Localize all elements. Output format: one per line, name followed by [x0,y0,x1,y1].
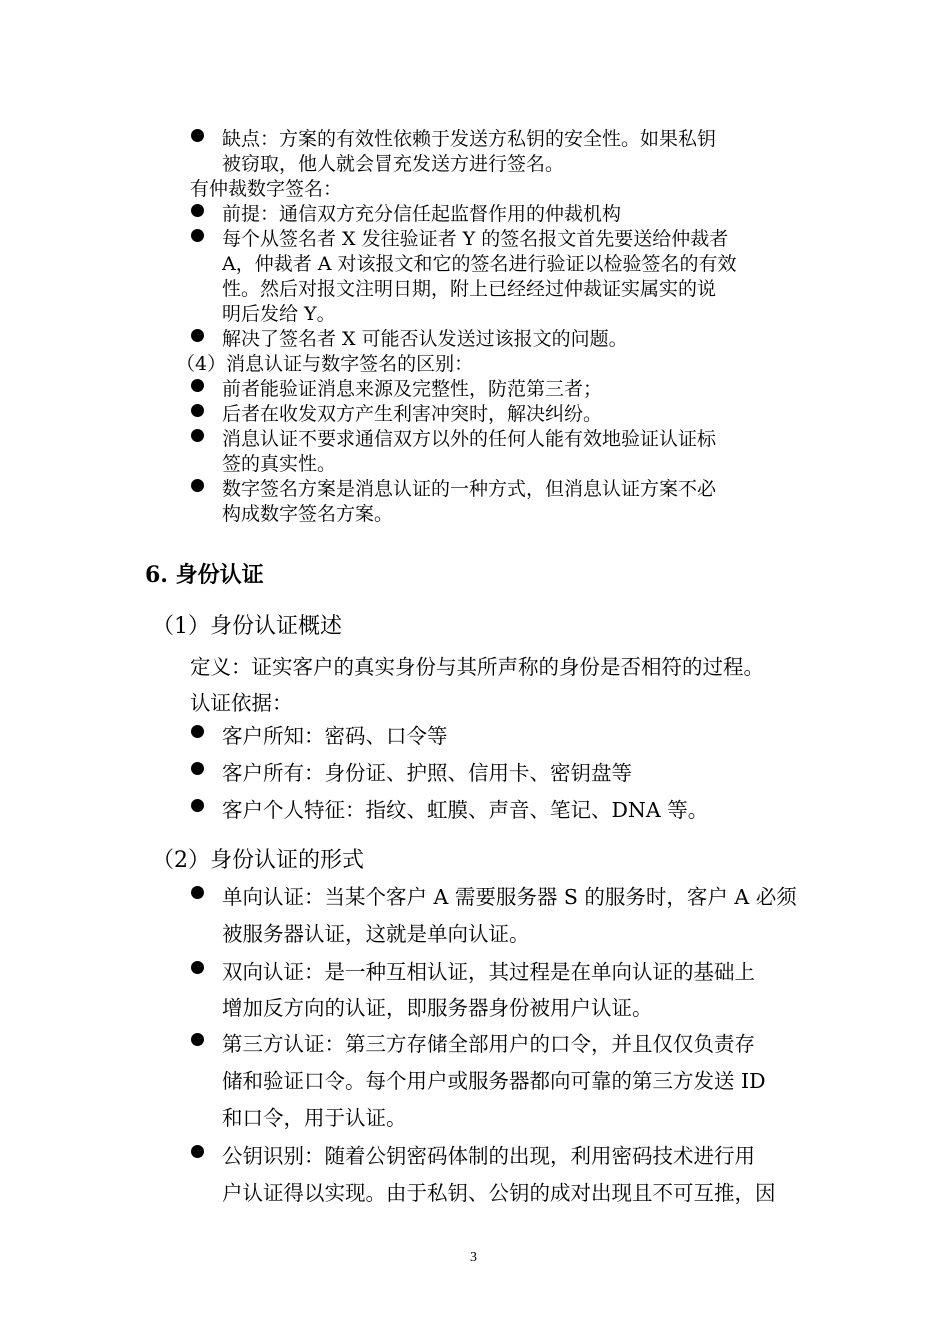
basis-item: 客户个人特征：指纹、虹膜、声音、笔记、DNA 等。 [222,798,709,822]
form-line: 增加反方向的认证，即服务器身份被用户认证。 [222,996,653,1020]
definition-text: 定义：证实客户的真实身份与其所声称的身份是否相符的过程。 [190,655,764,679]
bullet-icon [191,329,204,342]
bullet-icon [191,129,204,142]
basis-item: 客户所知：密码、口令等 [222,724,448,748]
bullet-icon [191,762,204,775]
bullet-line: 前提：通信双方充分信任起监督作用的仲裁机构 [222,203,622,225]
form-line: 和口令，用于认证。 [222,1106,407,1130]
subsection-heading: （2）身份认证的形式 [152,848,364,873]
bullet-icon [191,1145,204,1158]
bullet-icon [191,886,204,899]
bullet-line: 构成数字签名方案。 [222,503,394,525]
form-line: 户认证得以实现。由于私钥、公钥的成对出现且不可互推，因 [222,1181,776,1205]
form-line: 单向认证：当某个客户 A 需要服务器 S 的服务时，客户 A 必须 [222,885,797,909]
form-line: 第三方认证：第三方存储全部用户的口令，并且仅仅负责存 [222,1032,755,1056]
bullet-line: 解决了签名者 X 可能否认发送过该报文的问题。 [222,328,628,350]
form-line: 公钥识别：随着公钥密码体制的出现，利用密码技术进行用 [222,1144,755,1168]
bullet-line: 前者能验证消息来源及完整性，防范第三者； [222,378,603,400]
arbitrated-signature-heading: 有仲裁数字签名： [190,178,343,200]
bullet-line: 每个从签名者 X 发往验证者 Y 的签名报文首先要送给仲裁者 [222,228,729,250]
bullet-line: 性。然后对报文注明日期，附上已经经过仲裁证实属实的说 [222,278,717,300]
bullet-icon [191,404,204,417]
bullet-icon [191,479,204,492]
basis-item: 客户所有：身份证、护照、信用卡、密钥盘等 [222,761,632,785]
bullet-icon [191,204,204,217]
form-line: 双向认证：是一种互相认证，其过程是在单向认证的基础上 [222,960,755,984]
section-heading: 6. 身份认证 [145,562,264,588]
form-line: 储和验证口令。每个用户或服务器都向可靠的第三方发送 ID [222,1069,766,1093]
bullet-icon [191,429,204,442]
page-number: 3 [470,1250,477,1265]
bullet-line: 消息认证不要求通信双方以外的任何人能有效地验证认证标 [222,428,717,450]
basis-label: 认证依据： [190,691,293,715]
form-line: 被服务器认证，这就是单向认证。 [222,922,530,946]
bullet-line: 明后发给 Y。 [222,303,336,325]
subsection-heading: （1）身份认证概述 [152,614,342,639]
difference-heading: （4）消息认证与数字签名的区别： [176,353,474,375]
bullet-icon [191,229,204,242]
bullet-icon [191,725,204,738]
bullet-line: 被窃取，他人就会冒充发送方进行签名。 [222,153,565,175]
bullet-line: 后者在收发双方产生利害冲突时，解决纠纷。 [222,403,603,425]
bullet-line: A，仲裁者 A 对该报文和它的签名进行验证以检验签名的有效 [222,253,737,275]
bullet-icon [191,799,204,812]
bullet-icon [191,1033,204,1046]
bullet-icon [191,379,204,392]
bullet-icon [191,961,204,974]
bullet-line: 缺点：方案的有效性依赖于发送方私钥的安全性。如果私钥 [222,128,717,150]
bullet-line: 签的真实性。 [222,453,337,475]
bullet-line: 数字签名方案是消息认证的一种方式，但消息认证方案不必 [222,478,717,500]
